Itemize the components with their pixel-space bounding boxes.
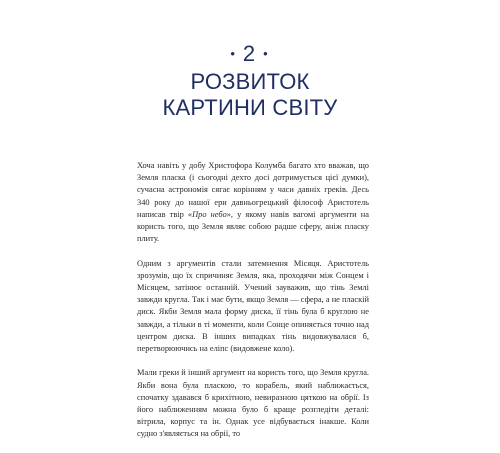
paragraph-3 xyxy=(137,367,369,440)
book-title-emphasis: Про небо xyxy=(192,209,227,219)
paragraph-2 xyxy=(137,258,369,356)
chapter-number xyxy=(0,41,500,67)
paragraph-1-text-a: Хоча навіть у добу Христофора Колумба багато хто вважав, що Земля пласка (і сьогодні дехто досі дотримується цієї думки), сучасна астрономія сягає корінням у часи давніх греків. Десь 340 року до нашої ери давньогрецький філософ Аристотель написав твір « xyxy=(137,161,369,219)
chapter-title-line-2: КАРТИНИ СВІТУ xyxy=(162,95,338,120)
paragraph-1 xyxy=(137,160,369,245)
chapter-number-text: 2 xyxy=(242,41,258,66)
chapter-title xyxy=(0,69,500,121)
body-text xyxy=(137,160,369,453)
dot-left-icon: • xyxy=(230,45,237,61)
paragraph-1-text-b: », у якому навів вагомі аргументи на користь того, що Земля являє собою радше сферу, аніж пласку плиту. xyxy=(137,209,369,244)
paragraph-3-text: Мали греки й інший аргумент на користь того, що Земля кругла. Якби вона була пласкою, то корабель, який наближається, спочатку здавався б крихітною, невиразною цяткою на обрії. Із його наближенням можна було б краще розгледіти деталі: вітрила, корпус та ін. Однак усе відбувається інакше. Коли судно з'являється на обрії, то xyxy=(137,368,369,439)
dot-right-icon: • xyxy=(263,45,270,61)
chapter-title-line-1: РОЗВИТОК xyxy=(190,69,310,94)
paragraph-2-text: Одним з аргументів стали затемнення Місяця. Аристотель зрозумів, що їх спричиняє Земля, яка, проходячи між Сонцем і Місяцем, затінює останній. Учений зауважив, що тінь Землі завжди кругла. Так і має бути, якщо Земля — сфера, а не пласкій диск. Якби Земля мала форму диска, її тінь була б круглою не завжди, а тільки в ті моменти, коли Сонце опиняється точно над центром диска. В інших випадках тінь видовжувалася б, перетворюючись на еліпс (видовжене коло). xyxy=(137,258,369,354)
